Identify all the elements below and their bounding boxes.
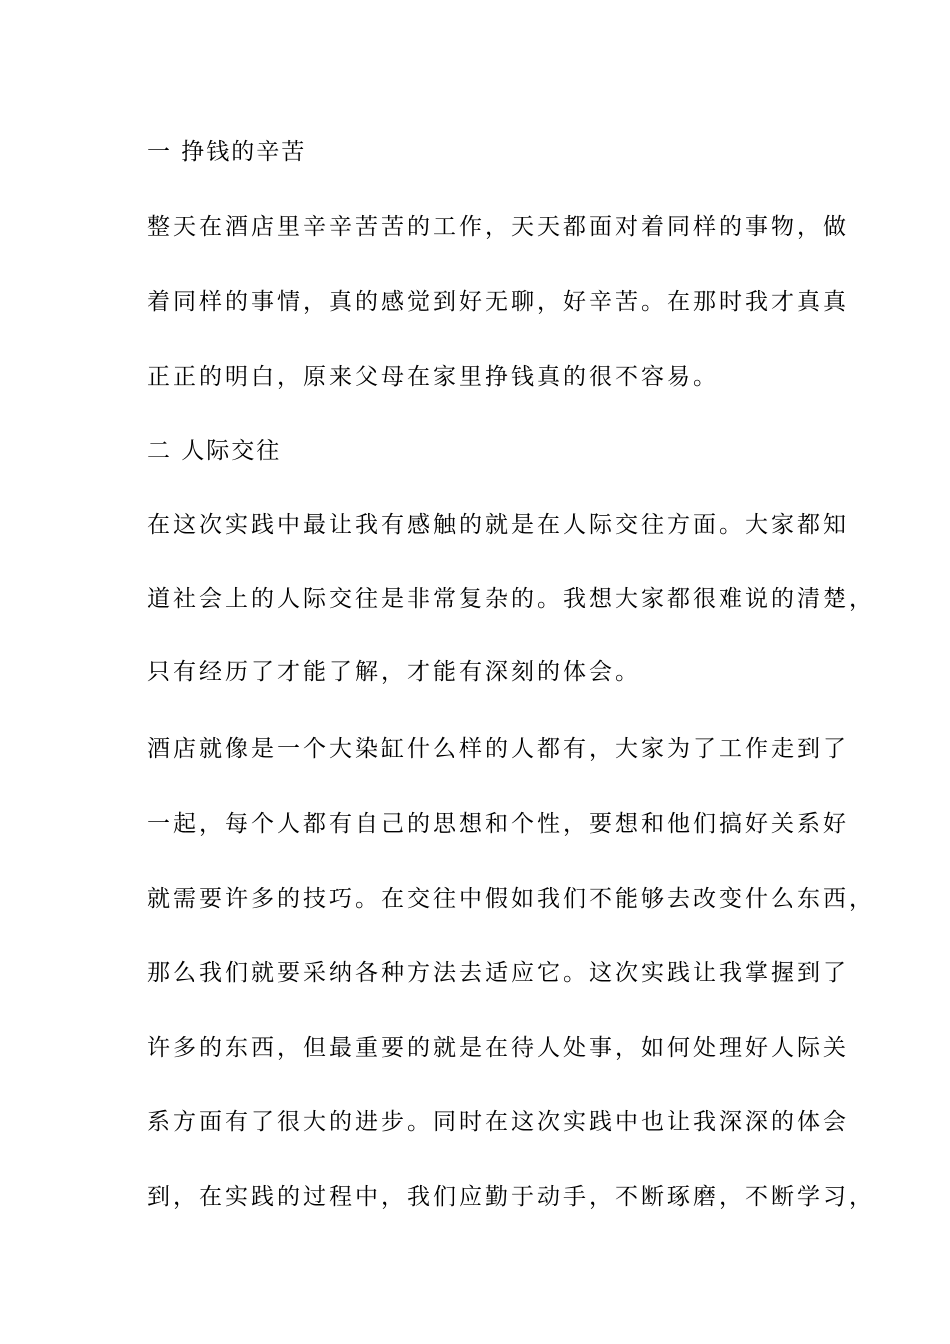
section-heading-2: 二 人际交往 — [147, 438, 282, 464]
paragraph-line: 整天在酒店里辛辛苦苦的工作，天天都面对着同样的事物，做 — [147, 214, 849, 240]
paragraph-line: 那么我们就要采纳各种方法去适应它。这次实践让我掌握到了 — [147, 960, 849, 986]
paragraph-line: 着同样的事情，真的感觉到好无聊，好辛苦。在那时我才真真 — [147, 289, 849, 315]
paragraph-line: 在这次实践中最让我有感触的就是在人际交往方面。大家都知 — [147, 512, 849, 538]
paragraph-line: 道社会上的人际交往是非常复杂的。我想大家都很难说的清楚， — [147, 586, 875, 612]
paragraph-line: 一起，每个人都有自己的思想和个性，要想和他们搞好关系好 — [147, 811, 849, 837]
paragraph-line: 系方面有了很大的进步。同时在这次实践中也让我深深的体会 — [147, 1109, 849, 1135]
paragraph-line: 只有经历了才能了解，才能有深刻的体会。 — [147, 659, 641, 685]
paragraph-line: 酒店就像是一个大染缸什么样的人都有，大家为了工作走到了 — [147, 736, 849, 762]
section-heading-1: 一 挣钱的辛苦 — [147, 139, 307, 165]
paragraph-line: 就需要许多的技巧。在交往中假如我们不能够去改变什么东西， — [147, 886, 875, 912]
paragraph-line: 到，在实践的过程中，我们应勤于动手，不断琢磨，不断学习， — [147, 1184, 875, 1210]
paragraph-line: 许多的东西，但最重要的就是在待人处事，如何处理好人际关 — [147, 1035, 849, 1061]
paragraph-line: 正正的明白，原来父母在家里挣钱真的很不容易。 — [147, 364, 719, 390]
